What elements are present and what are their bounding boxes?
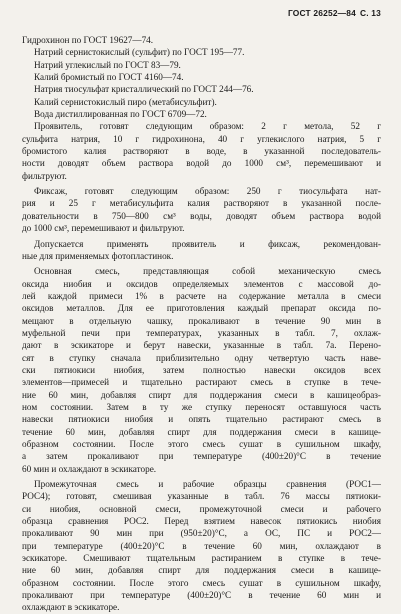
text-line: эскикаторе. Смешивают тщательным растиранием в ступке в тече- <box>22 553 381 564</box>
text-line: прокаливают 90 мин при (950±20)°С, а ОС, ПС и РОС2— <box>22 528 381 539</box>
text-line: 60 мин и охлаждают в эскикаторе. <box>22 463 157 474</box>
page-header <box>22 8 381 21</box>
text-line: лей каждой примеси 1% в расчете на содержание металла в смеси <box>22 290 381 301</box>
text-line: оксидов металлов. Для ее приготовления каждый препарат оксида по- <box>22 303 381 314</box>
text-line: ном состоянии. Затем в ту же ступку переносят оставшуюся часть <box>22 401 381 412</box>
text-line: образном состоянии. После этого смесь сушат в сушильном шкафу, <box>22 577 381 588</box>
text-line: си ниобия, основной смеси, промежуточной смеси и рабочего <box>22 503 381 514</box>
text-line: Натрий углекислый по ГОСТ 83—79. <box>34 59 181 70</box>
text-line: оксида ниобия и оксидов определяемых элементов с массовой до- <box>22 278 381 289</box>
text-line: Допускается применять проявитель и фиксаж, рекомендован- <box>34 238 381 249</box>
page-number: С. 13 <box>359 8 381 18</box>
text-line: ние 60 мин, добавляя спирт для поддержания смеси в кашице- <box>22 565 381 576</box>
text-line: элементов—примесей и тщательно растирают смесь в ступке в тече- <box>22 377 381 388</box>
text-line: рия и 25 г метабисульфита калия растворяют в указанной после- <box>22 198 381 209</box>
text-line: а затем прокаливают при температуре (400±20)°С в течение <box>22 451 381 462</box>
text-line: охлаждают в эскикаторе. <box>22 602 120 613</box>
text-line: фильтруют. <box>22 170 67 181</box>
text-line: ности доводят объем раствора водой до 1000 см³, перемешивают и <box>22 158 381 169</box>
text-line: Калий бромистый по ГОСТ 4160—74. <box>34 72 184 83</box>
text-line: Натрия тиосульфат кристаллический по ГОСТ 244—76. <box>34 84 254 95</box>
text-line: мещают в отдельную чашку, прокаливают в течение 90 мин в <box>22 315 381 326</box>
text-line: прокаливают при температуре (400±20)°С в течение 60 мин и <box>22 590 381 601</box>
text-line: Калий сернистокислый пиро (метабисульфит). <box>34 96 217 107</box>
text-line: РОС4); готовят, смешивая указанные в табл. 76 массы пятиоки- <box>22 491 381 502</box>
text-line: муфельной печи при температурах, указанных в табл. 7, охлаж- <box>22 327 381 338</box>
text-line: Гидрохинон по ГОСТ 19627—74. <box>22 35 154 45</box>
text-line: до 1000 см³, перемешивают и фильтруют. <box>22 223 185 234</box>
text-line: ние 60 мин, добавляя спирт для поддержания смеси в кашицеобраз- <box>22 389 381 400</box>
body-text <box>22 34 381 614</box>
text-line: Основная смесь, представляющая собой механическую смесь <box>34 266 381 277</box>
text-line: течение 60 мин, добавляя спирт для поддержания смеси в кашице- <box>22 426 381 437</box>
text-line: сульфита натрия, 10 г гидрохинона, 40 г углекислого натрия, 5 г <box>22 133 381 144</box>
text-line: сят в ступку сначала приблизительно одну четвертую часть наве- <box>22 352 381 363</box>
text-line: образца сравнения РОС2. Перед взятием навесок пятиокись ниобия <box>22 516 381 527</box>
text-line: довательности в 750—800 см³ воды, доводят объем раствора водой <box>22 210 381 221</box>
text-line: Вода дистиллированная по ГОСТ 6709—72. <box>34 109 207 120</box>
text-line: ски пятиокиси ниобия, затем полностью навески оксидов всех <box>22 364 381 375</box>
text-line: Проявитель, готовят следующим образом: 2 г метола, 52 г <box>34 121 381 132</box>
standard-number: ГОСТ 26252—84 <box>287 8 356 18</box>
text-line: навески пятиокиси ниобия и опять тщательно растирают смесь в <box>22 414 381 425</box>
text-line: Фиксаж, готовят следующим образом: 250 г тиосульфата нат- <box>34 186 381 197</box>
text-line: Промежуточная смесь и рабочие образцы сравнения (РОС1— <box>34 479 381 490</box>
text-line: Натрий сернистокислый (сульфит) по ГОСТ 195—77. <box>34 47 245 58</box>
text-line: ные для применяемых фотопластинок. <box>22 250 174 261</box>
text-line: бромистого калия растворяют в воде, в указанной последователь- <box>22 146 381 157</box>
text-line: образном состоянии. После этого смесь сушат в сушильном шкафу, <box>22 439 381 449</box>
text-line: дают в эскикаторе и берут навески, указанные в табл. 7а. Перено- <box>22 340 381 351</box>
text-line: при температуре (400±20)°С в течение 60 мин, охлаждают в <box>22 540 381 551</box>
